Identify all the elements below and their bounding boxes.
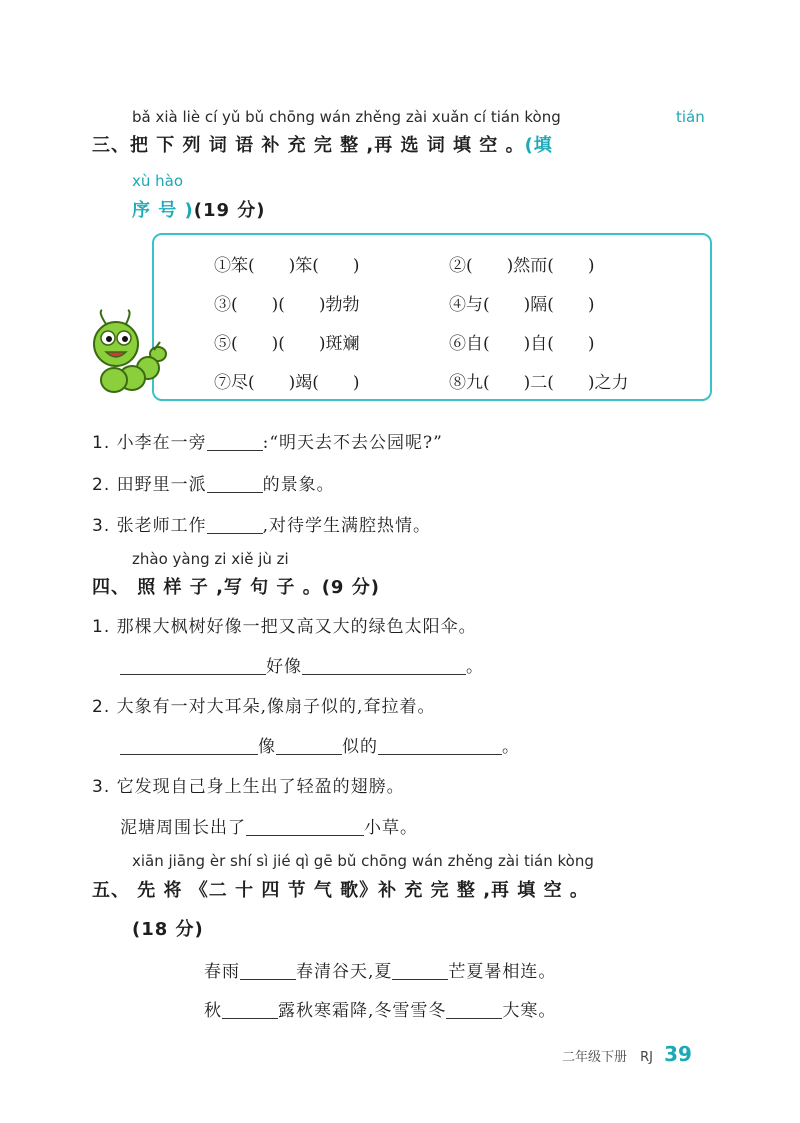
section3-title-tail: (填 bbox=[524, 135, 553, 156]
grade-label: 二年级下册 bbox=[562, 1050, 628, 1065]
question-number: 3. bbox=[92, 516, 111, 536]
question-text-end: ,对待学生满腔热情。 bbox=[262, 516, 432, 536]
edition-label: RJ bbox=[640, 1050, 653, 1065]
section4-title: 四、 照 样 子 ,写 句 子 。(9 分) bbox=[92, 577, 380, 598]
answer-blank[interactable] bbox=[302, 656, 466, 675]
question-text-end: 的景象。 bbox=[262, 475, 335, 495]
answer-end: 。 bbox=[502, 737, 520, 757]
answer-blank[interactable] bbox=[276, 736, 342, 755]
song-text: 春清谷天,夏 bbox=[296, 962, 393, 982]
idiom-item: ②( )然而( ) bbox=[449, 256, 595, 276]
section3-pinyin-tian: tián bbox=[676, 108, 705, 126]
song-text: 芒夏暑相连。 bbox=[448, 962, 557, 982]
section5-pinyin: xiān jiāng èr shí sì jié qì gē bǔ chōng wán zhěng zài tián kòng bbox=[132, 852, 594, 870]
question-number: 1. bbox=[92, 433, 111, 453]
caterpillar-icon bbox=[84, 308, 176, 396]
section4-question-1 bbox=[92, 612, 477, 637]
section5-score: (18 分) bbox=[132, 919, 204, 940]
solar-terms-line-1 bbox=[204, 957, 556, 982]
answer-blank[interactable] bbox=[207, 474, 263, 493]
example-sentence: 那棵大枫树好像一把又高又大的绿色太阳伞。 bbox=[116, 617, 477, 637]
example-sentence: 大象有一对大耳朵,像扇子似的,耷拉着。 bbox=[116, 697, 436, 717]
song-text: 露秋寒霜降,冬雪雪冬 bbox=[278, 1001, 447, 1021]
answer-end: 小草。 bbox=[364, 818, 418, 838]
answer-blank[interactable] bbox=[378, 736, 502, 755]
question-number: 2. bbox=[92, 475, 111, 495]
page-number: 39 bbox=[664, 1042, 692, 1066]
idiom-item: ⑦尽( )竭( ) bbox=[214, 373, 360, 393]
idiom-item: ④与( )隔( ) bbox=[449, 295, 595, 315]
idiom-item: ③( )( )勃勃 bbox=[214, 295, 360, 315]
song-text: 大寒。 bbox=[502, 1001, 557, 1021]
idiom-box bbox=[152, 233, 712, 401]
answer-connector: 像 bbox=[258, 737, 276, 757]
section3-pinyin: bǎ xià liè cí yǔ bǔ chōng wán zhěng zài xuǎn cí tián kòng bbox=[132, 108, 561, 126]
answer-prefix: 泥塘周围长出了 bbox=[120, 818, 246, 838]
song-text: 秋 bbox=[204, 1001, 222, 1021]
idiom-item: ⑧九( )二( )之力 bbox=[449, 373, 629, 393]
section3-question-3 bbox=[92, 511, 431, 536]
question-text-end: :“明天去不去公园呢?” bbox=[262, 433, 443, 453]
example-sentence: 它发现自己身上生出了轻盈的翅膀。 bbox=[116, 777, 405, 797]
section5-title: 五、 先 将 《二 十 四 节 气 歌》补 充 完 整 ,再 填 空 。 bbox=[92, 880, 589, 901]
answer-end: 。 bbox=[466, 657, 484, 677]
page-footer bbox=[562, 1042, 692, 1066]
section3-question-2 bbox=[92, 470, 335, 495]
section4-pinyin: zhào yàng zi xiě jù zi bbox=[132, 550, 289, 568]
answer-connector: 似的 bbox=[342, 737, 378, 757]
section3-question-1 bbox=[92, 428, 443, 453]
section3-pinyin-xuhao: xù hào bbox=[132, 172, 184, 190]
section4-question-2 bbox=[92, 692, 435, 717]
answer-blank[interactable] bbox=[246, 817, 364, 836]
idiom-item: ⑤( )( )斑斓 bbox=[214, 334, 360, 354]
song-text: 春雨 bbox=[204, 962, 240, 982]
idiom-item: ①笨( )笨( ) bbox=[214, 256, 360, 276]
question-text: 小李在一旁 bbox=[116, 433, 207, 453]
solar-terms-line-2 bbox=[204, 996, 556, 1021]
question-text: 张老师工作 bbox=[116, 516, 207, 536]
answer-blank[interactable] bbox=[207, 432, 263, 451]
question-number: 2. bbox=[92, 697, 111, 717]
answer-blank[interactable] bbox=[120, 656, 266, 675]
answer-blank[interactable] bbox=[207, 515, 263, 534]
section3-title-line2 bbox=[132, 196, 266, 222]
answer-blank[interactable] bbox=[446, 1000, 502, 1019]
section3-score: (19 分) bbox=[193, 200, 266, 221]
section3-title-text: 把 下 列 词 语 补 充 完 整 ,再 选 词 填 空 。 bbox=[130, 135, 525, 156]
question-number: 3. bbox=[92, 777, 111, 797]
section4-question-3 bbox=[92, 772, 405, 797]
question-text: 田野里一派 bbox=[116, 475, 207, 495]
question-number: 1. bbox=[92, 617, 111, 637]
idiom-item: ⑥自( )自( ) bbox=[449, 334, 595, 354]
answer-blank[interactable] bbox=[120, 736, 258, 755]
section3-title bbox=[92, 131, 553, 157]
section4-answer-3 bbox=[120, 813, 418, 838]
section4-answer-2 bbox=[120, 732, 520, 757]
section4-answer-1 bbox=[120, 652, 484, 677]
section3-title-line2-teal: 序 号 ) bbox=[132, 200, 194, 221]
section3-number: 三、 bbox=[92, 135, 130, 156]
answer-connector: 好像 bbox=[266, 657, 302, 677]
answer-blank[interactable] bbox=[240, 961, 296, 980]
answer-blank[interactable] bbox=[392, 961, 448, 980]
answer-blank[interactable] bbox=[222, 1000, 278, 1019]
